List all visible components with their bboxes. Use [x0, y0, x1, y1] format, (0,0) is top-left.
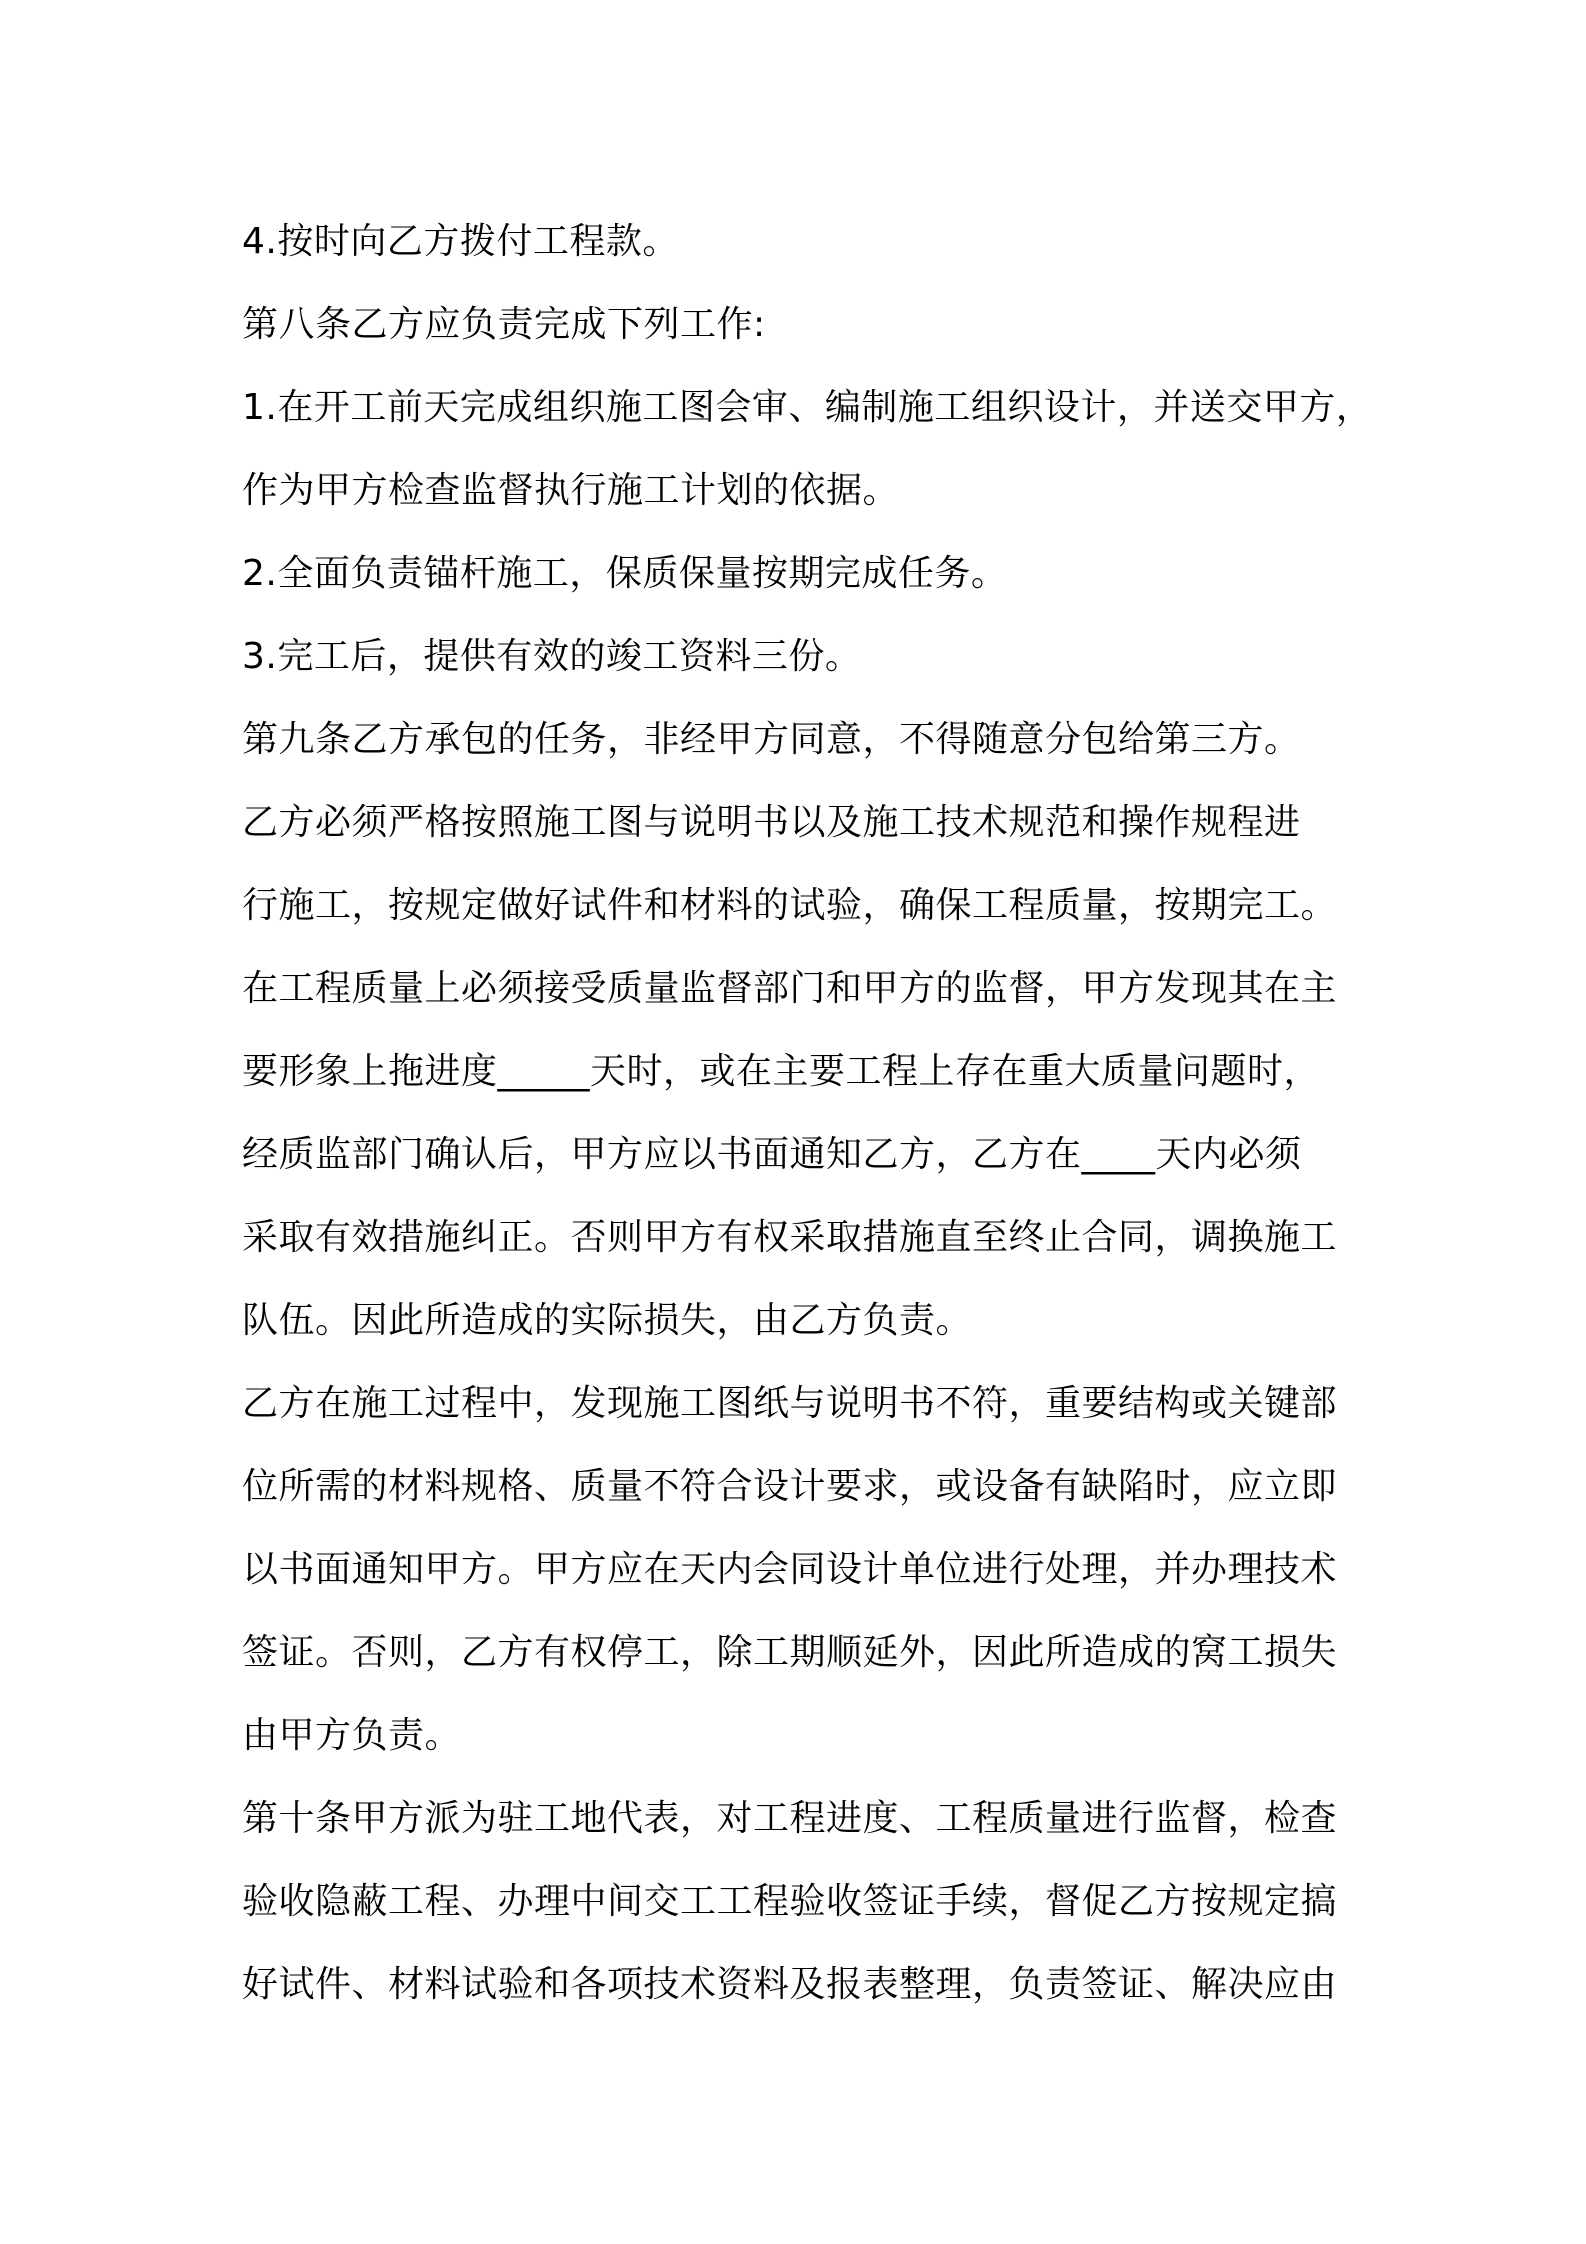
text-line: 在工程质量上必须接受质量监督部门和甲方的监督，甲方发现其在主	[242, 968, 1338, 1009]
text-line: 第九条乙方承包的任务，非经甲方同意，不得随意分包给第三方。	[242, 719, 1301, 760]
text-line: 经质监部门确认后，甲方应以书面通知乙方，乙方在____天内必须	[242, 1134, 1302, 1175]
text-line: 签证。否则，乙方有权停工，除工期顺延外，因此所造成的窝工损失	[242, 1632, 1338, 1673]
text-line: 行施工，按规定做好试件和材料的试验，确保工程质量，按期完工。	[242, 885, 1338, 926]
text-line: 2.全面负责锚杆施工，保质保量按期完成任务。	[242, 553, 1008, 594]
text-line: 位所需的材料规格、质量不符合设计要求，或设备有缺陷时，应立即	[242, 1466, 1338, 1507]
text-line: 由甲方负责。	[242, 1715, 462, 1756]
text-line: 乙方在施工过程中，发现施工图纸与说明书不符，重要结构或关键部	[242, 1383, 1338, 1424]
text-line: 第八条乙方应负责完成下列工作:	[242, 304, 766, 345]
text-line: 好试件、材料试验和各项技术资料及报表整理，负责签证、解决应由	[242, 1964, 1338, 2005]
text-line: 作为甲方检查监督执行施工计划的依据。	[242, 470, 900, 511]
text-line: 要形象上拖进度_____天时，或在主要工程上存在重大质量问题时，	[242, 1051, 1321, 1092]
text-line: 乙方必须严格按照施工图与说明书以及施工技术规范和操作规程进	[242, 802, 1301, 843]
text-line: 验收隐蔽工程、办理中间交工工程验收签证手续，督促乙方按规定搞	[242, 1881, 1338, 1922]
text-line: 4.按时向乙方拨付工程款。	[242, 221, 679, 262]
text-line: 第十条甲方派为驻工地代表，对工程进度、工程质量进行监督，检查	[242, 1798, 1338, 1839]
text-line: 3.完工后，提供有效的竣工资料三份。	[242, 636, 862, 677]
text-line: 采取有效措施纠正。否则甲方有权采取措施直至终止合同，调换施工	[242, 1217, 1338, 1258]
text-line: 队伍。因此所造成的实际损失，由乙方负责。	[242, 1300, 973, 1341]
contract-text-body	[242, 200, 1373, 2026]
text-line: 1.在开工前天完成组织施工图会审、编制施工组织设计，并送交甲方，	[242, 387, 1373, 428]
text-line: 以书面通知甲方。甲方应在天内会同设计单位进行处理，并办理技术	[242, 1549, 1338, 1590]
